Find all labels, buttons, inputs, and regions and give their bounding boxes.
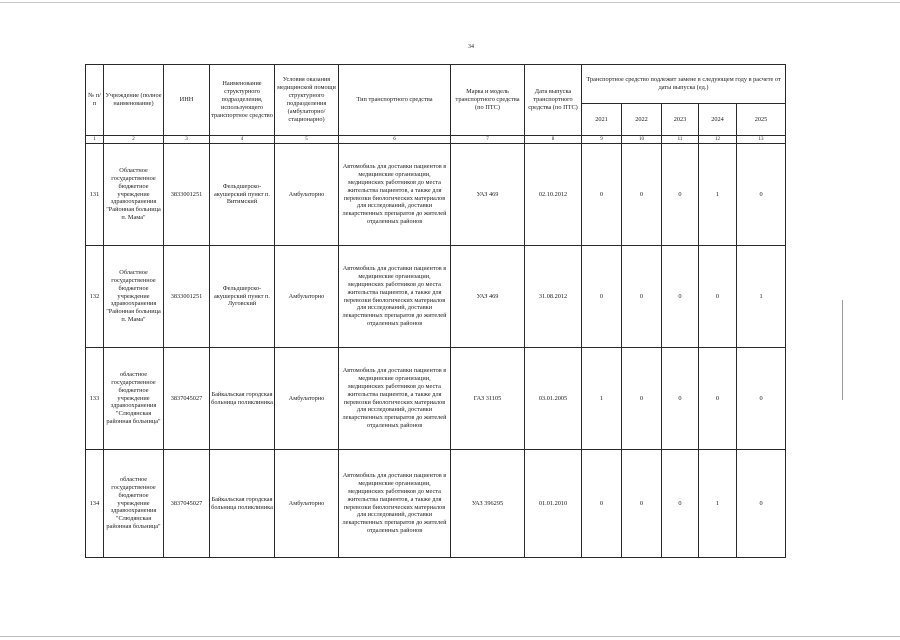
row-inn: 3837045027 (164, 450, 210, 558)
row-model: ГАЗ 31105 (451, 348, 525, 450)
row-no: 132 (86, 246, 104, 348)
row-conditions: Амбулаторно (275, 348, 339, 450)
header-unit: Наименование структурного подразделения, использующего транспортное средство (210, 65, 275, 136)
scan-artifact-top (0, 2, 900, 3)
row-no: 133 (86, 348, 104, 450)
row-conditions: Амбулаторно (275, 450, 339, 558)
row-vehicle-type: Автомобиль для доставки пациентов в медицинские организации, медицинских работников до места жительства пациентов, а также для перевозки биологических материалов для исследований, доставки лекарственных препаратов до жителей отдаленных районов (339, 144, 451, 246)
column-number: 2 (104, 136, 164, 144)
row-year-value: 0 (622, 144, 662, 246)
row-inn: 3837045027 (164, 348, 210, 450)
header-conditions: Условия оказания медицинской помощи структурного подразделения (амбулаторно/ стационарно) (275, 65, 339, 136)
row-unit: Фельдшерско-акушерский пункт п. Луговский (210, 246, 275, 348)
row-year-value: 0 (662, 348, 699, 450)
row-model: УАЗ 396295 (451, 450, 525, 558)
row-year-value: 0 (662, 144, 699, 246)
row-model: УАЗ 469 (451, 144, 525, 246)
row-release-date: 01.01.2010 (525, 450, 582, 558)
row-unit: Байкальская городская больница поликлиника (210, 450, 275, 558)
row-year-value: 1 (699, 144, 737, 246)
row-year-value: 0 (737, 144, 786, 246)
header-year: 2024 (699, 104, 737, 136)
row-year-value: 1 (582, 348, 622, 450)
row-year-value: 1 (699, 450, 737, 558)
column-number: 12 (699, 136, 737, 144)
column-number: 3 (164, 136, 210, 144)
row-model: УАЗ 469 (451, 246, 525, 348)
row-inn: 3833001251 (164, 144, 210, 246)
column-number: 13 (737, 136, 786, 144)
row-year-value: 0 (662, 246, 699, 348)
column-number: 9 (582, 136, 622, 144)
row-institution: областное государственное бюджетное учреждение здравоохранения "Слюдянская районная больница" (104, 450, 164, 558)
row-year-value: 0 (737, 450, 786, 558)
table-row (86, 246, 786, 348)
header-year: 2022 (622, 104, 662, 136)
header-no: № п/п (86, 65, 104, 136)
column-number: 4 (210, 136, 275, 144)
row-conditions: Амбулаторно (275, 144, 339, 246)
row-year-value: 0 (622, 450, 662, 558)
row-vehicle-type: Автомобиль для доставки пациентов в медицинские организации, медицинских работников до места жительства пациентов, а также для перевозки биологических материалов для исследований, доставки лекарственных препаратов до жителей отдаленных районов (339, 246, 451, 348)
header-institution: Учреждение (полное наименование) (104, 65, 164, 136)
row-release-date: 31.08.2012 (525, 246, 582, 348)
scan-artifact-right (842, 300, 843, 400)
row-no: 134 (86, 450, 104, 558)
row-institution: Областное государственное бюджетное учреждение здравоохранения "Районная больница п. Мама" (104, 246, 164, 348)
row-institution: областное государственное бюджетное учреждение здравоохранения "Слюдянская районная больница" (104, 348, 164, 450)
column-number: 5 (275, 136, 339, 144)
header-release-date: Дата выпуска транспортного средства (по ПТС) (525, 65, 582, 136)
table-row (86, 450, 786, 558)
column-number: 8 (525, 136, 582, 144)
row-institution: Областное государственное бюджетное учреждение здравоохранения "Районная больница п. Мама" (104, 144, 164, 246)
row-year-value: 0 (699, 348, 737, 450)
row-conditions: Амбулаторно (275, 246, 339, 348)
row-year-value: 0 (699, 246, 737, 348)
vehicle-replacement-table (85, 64, 786, 558)
row-year-value: 0 (737, 348, 786, 450)
row-release-date: 03.01.2005 (525, 348, 582, 450)
scan-artifact-bottom (0, 636, 900, 637)
row-unit: Байкальская городская больница поликлиника (210, 348, 275, 450)
row-year-value: 0 (582, 450, 622, 558)
row-year-value: 0 (622, 348, 662, 450)
row-year-value: 0 (662, 450, 699, 558)
header-vehicle-type: Тип транспортного средства (339, 65, 451, 136)
column-number: 11 (662, 136, 699, 144)
header-year: 2021 (582, 104, 622, 136)
row-vehicle-type: Автомобиль для доставки пациентов в медицинские организации, медицинских работников до места жительства пациентов, а также для перевозки биологических материалов для исследований, доставки лекарственных препаратов до жителей отдаленных районов (339, 450, 451, 558)
row-inn: 3833001251 (164, 246, 210, 348)
column-number: 7 (451, 136, 525, 144)
row-release-date: 02.10.2012 (525, 144, 582, 246)
header-inn: ИНН (164, 65, 210, 136)
header-replacement: Транспортное средство подлежит замене в следующем году в расчете от даты выпуска (ед.) (582, 65, 786, 104)
row-unit: Фельдшерско-акушерский пункт п. Витимский (210, 144, 275, 246)
header-year: 2025 (737, 104, 786, 136)
column-number: 6 (339, 136, 451, 144)
row-year-value: 0 (622, 246, 662, 348)
row-year-value: 0 (582, 144, 622, 246)
header-year: 2023 (662, 104, 699, 136)
column-number: 10 (622, 136, 662, 144)
header-model: Марка и модель транспортного средства (по ПТС) (451, 65, 525, 136)
row-year-value: 1 (737, 246, 786, 348)
page-number: 34 (468, 44, 474, 50)
column-number: 1 (86, 136, 104, 144)
row-year-value: 0 (582, 246, 622, 348)
row-vehicle-type: Автомобиль для доставки пациентов в медицинские организации, медицинских работников до места жительства пациентов, а также для перевозки биологических материалов для исследований, доставки лекарственных препаратов до жителей отдаленных районов (339, 348, 451, 450)
table-row (86, 144, 786, 246)
row-no: 131 (86, 144, 104, 246)
table-row (86, 348, 786, 450)
